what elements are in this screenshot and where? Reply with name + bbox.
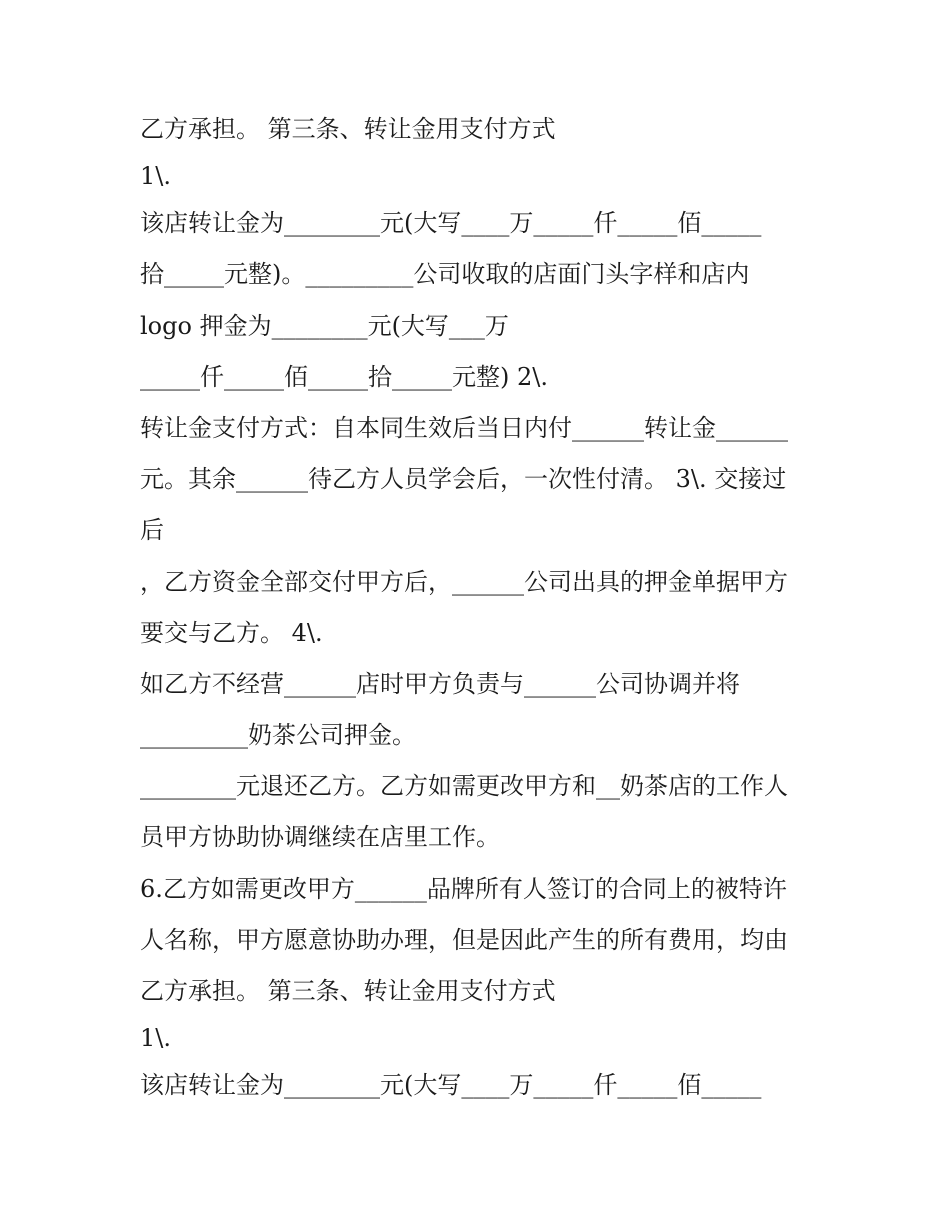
text-line: 乙方承担。 第三条、转让金用支付方式	[140, 115, 556, 143]
text-line: 1\.	[140, 162, 171, 191]
text-line: 乙方承担。 第三条、转让金用支付方式	[140, 977, 556, 1005]
text-line: 该店转让金为________元(大写____万_____仟_____佰_____	[140, 1071, 762, 1100]
text-line: 1\.	[140, 1024, 171, 1053]
text-line: ________元退还乙方。乙方如需更改甲方和__奶茶店的工作人	[140, 772, 788, 801]
text-line: ，乙方资金全部交付甲方后，______公司出具的押金单据甲方	[140, 567, 788, 596]
text-line: _________奶茶公司押金。	[140, 721, 416, 750]
text-line: 转让金支付方式：自本同生效后当日内付______转让金______	[140, 413, 788, 442]
text-line: 如乙方不经营______店时甲方负责与______公司协调并将	[140, 669, 740, 698]
text-line: 人名称，甲方愿意协助办理，但是因此产生的所有费用，均由	[140, 925, 788, 954]
document-body	[140, 104, 820, 1111]
text-line: 员甲方协助协调继续在店里工作。	[140, 823, 500, 852]
text-line: _____仟_____佰_____拾_____元整) 2\.	[140, 362, 548, 391]
text-line: 拾_____元整)。_________公司收取的店面门头字样和店内	[140, 260, 750, 289]
text-line: 该店转让金为________元(大写____万_____仟_____佰_____	[140, 209, 762, 238]
text-line: 元。其余______待乙方人员学会后，一次性付清。 3\. 交接过	[140, 465, 787, 494]
text-line: 6.乙方如需更改甲方______品牌所有人签订的合同上的被特许	[140, 874, 787, 903]
text-line: 后	[140, 516, 164, 545]
text-line: logo 押金为________元(大写___万	[140, 311, 509, 340]
text-line: 要交与乙方。 4\.	[140, 618, 323, 647]
